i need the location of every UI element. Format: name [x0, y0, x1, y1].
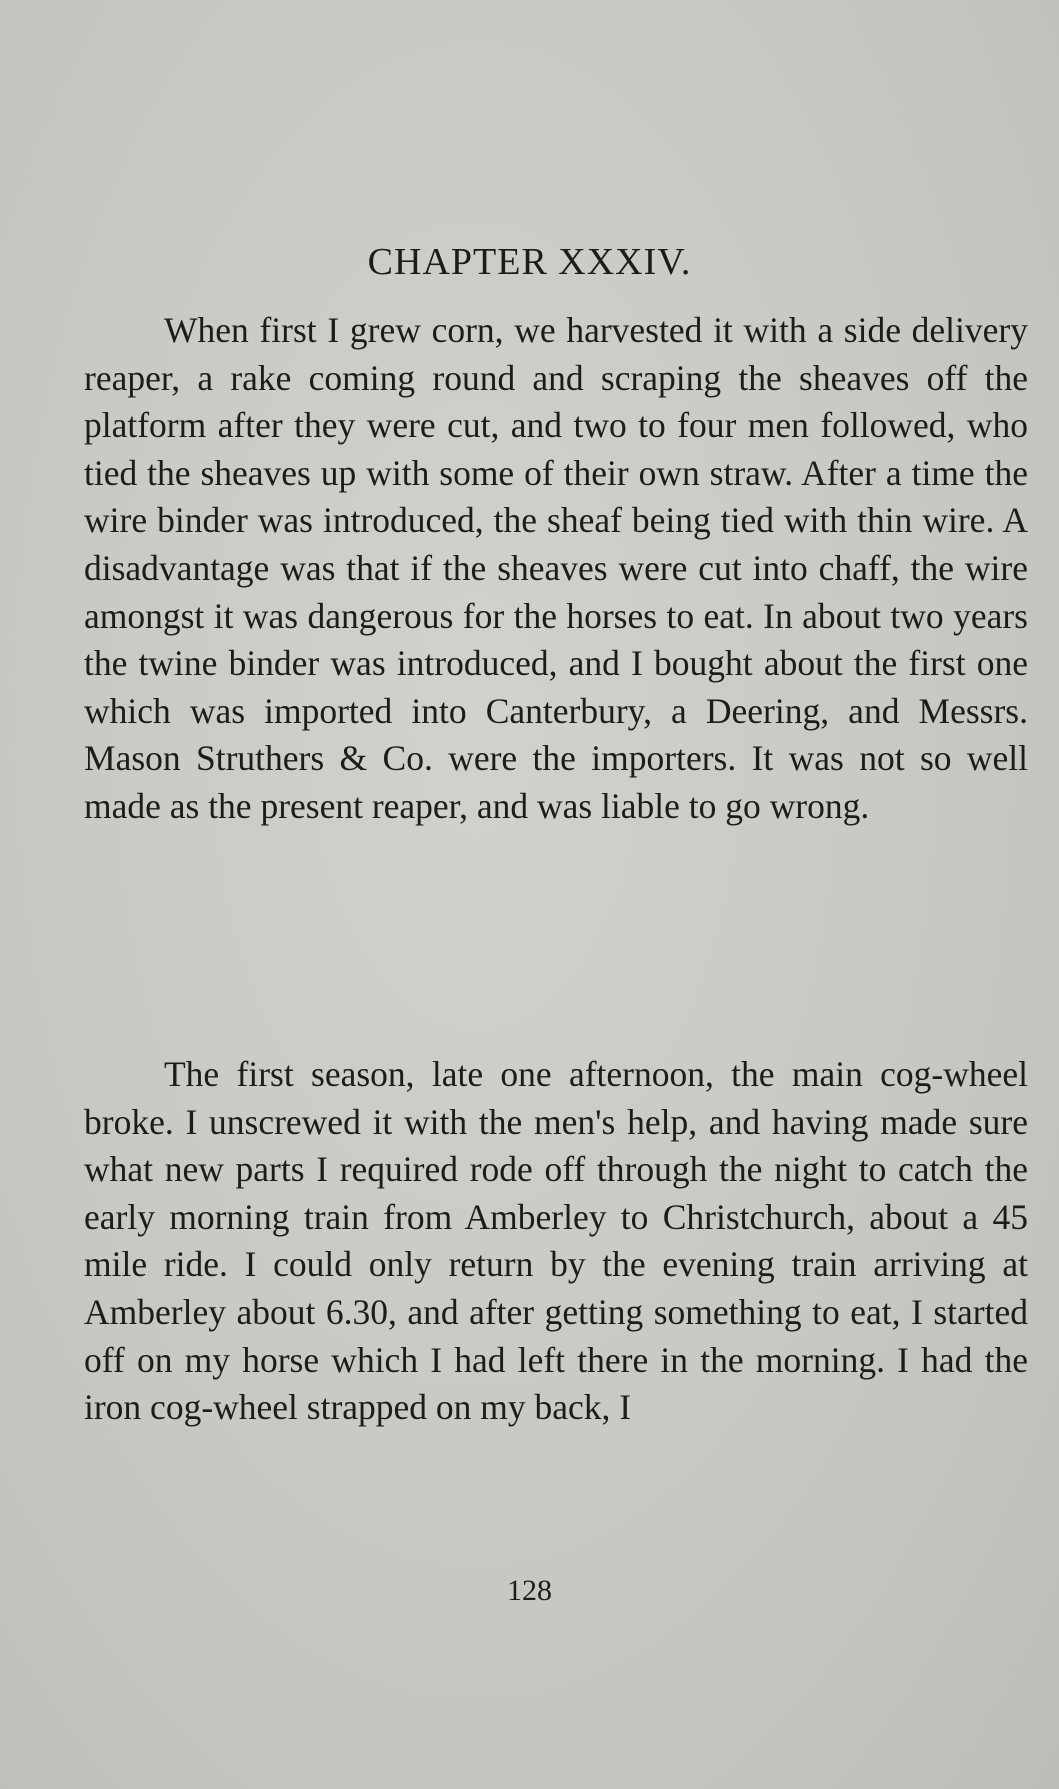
page-number: 128 — [507, 1574, 552, 1607]
paragraph-1: When first I grew corn, we harvested it with a side delivery reaper, a rake coming round and scraping the sheaves off the platform after they were cut, and two to four men followed, who tied the sheaves up with some of their own straw. After a time the wire binder was introduced, the sheaf being tied with thin wire. A disadvantage was that if the sheaves were cut into chaff, the wire amongst it was dangerous for the horses to eat. In about two years the twine binder was introduced, and I bought about the first one which was imported into Canterbury, a Deering, and Messrs. Mason Struthers & Co. were the importers. It was not so well made as the present reaper, and was liable to go wrong. — [84, 310, 1028, 826]
paragraph-2: The first season, late one afternoon, the main cog-wheel broke. I unscrewed it with the men's help, and having made sure what new parts I required rode off through the night to catch the early morning train from Amberley to Christchurch, about a 45 mile ride. I could only return by the evening train arriving at Amberley about 6.30, and after getting something to eat, I started off on my horse which I had left there in the morning. I had the iron cog-wheel strapped on my back, I — [84, 1054, 1028, 1428]
chapter-heading: CHAPTER XXXIV. — [367, 241, 692, 283]
